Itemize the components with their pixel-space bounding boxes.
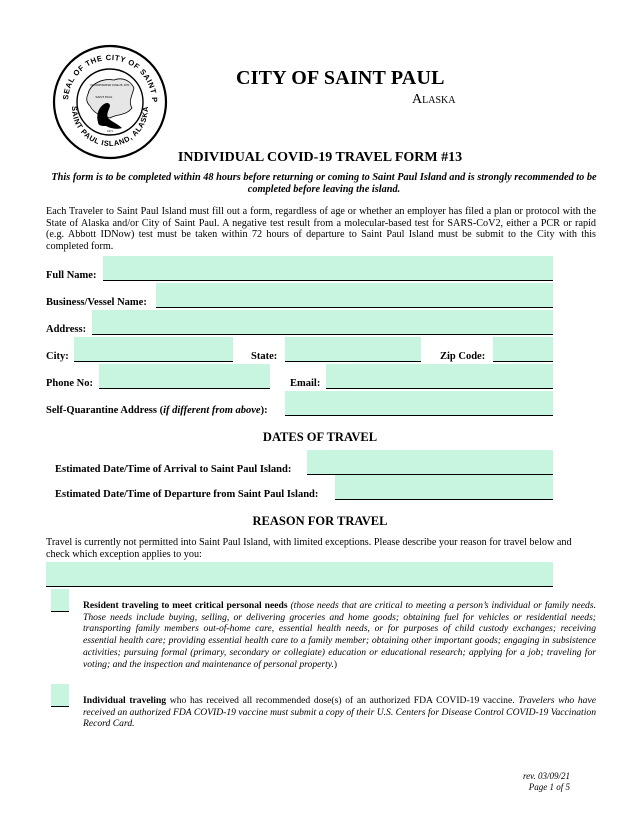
zip-input[interactable] bbox=[493, 337, 553, 362]
revision-date: rev. 03/09/21 bbox=[523, 771, 570, 781]
arrival-label: Estimated Date/Time of Arrival to Saint Paul Island: bbox=[55, 464, 292, 475]
vaccinated-option-text: Individual traveling who has received all recommended dose(s) of an authorized FDA COVID-19 vaccine. Travelers who have received an authorized FDA COVID-19 vaccine must submit a copy of their U.S. Centers for Disease Control COVID-19 Vaccination Record Card. bbox=[83, 695, 596, 730]
phone-input[interactable] bbox=[99, 364, 270, 389]
city-input[interactable] bbox=[74, 337, 233, 362]
phone-label: Phone No: bbox=[46, 378, 93, 389]
seal-inner-mid: SAINT PAUL bbox=[95, 95, 113, 99]
city-seal bbox=[52, 44, 168, 160]
resident-option-text: Resident traveling to meet critical personal needs (those needs that are critical to meeting a person’s individual or family needs. Those needs include buying, selling, or delivering groceries and home goods; obtaining fuel for vehicles or residential needs; transporting family members out-of-home care, essential health needs, or for purposes of child custody exchanges; receiving essential health care; providing essential health care to a family member; obtaining other important goods; engaging in subsistence activities; pursuing formal (primary, secondary or collegiate) education or educational research; applying for a job; traveling for voting; and the inspection and maintenance of personal property.) bbox=[83, 600, 596, 670]
reason-heading: REASON FOR TRAVEL bbox=[252, 514, 388, 528]
resident-checkbox[interactable] bbox=[51, 589, 69, 612]
seal-text-bottom: SAINT PAUL ISLAND, ALASKA bbox=[69, 105, 151, 149]
departure-input[interactable] bbox=[335, 475, 553, 500]
business-input[interactable] bbox=[156, 283, 553, 308]
seal-inner-top: INCORPORATED JUNE 28, 1971 bbox=[90, 84, 130, 87]
full-name-input[interactable] bbox=[103, 256, 553, 281]
state-name: Alaska bbox=[412, 92, 456, 107]
address-input[interactable] bbox=[92, 310, 553, 335]
reason-input[interactable] bbox=[46, 562, 553, 587]
seal-inner-year: 1971 bbox=[107, 130, 113, 133]
address-label: Address: bbox=[46, 324, 87, 335]
state-input[interactable] bbox=[285, 337, 421, 362]
seal-text-top: SEAL OF THE CITY OF SAINT P bbox=[60, 52, 160, 103]
form-title: INDIVIDUAL COVID-19 TRAVEL FORM #13 bbox=[177, 150, 463, 165]
departure-label: Estimated Date/Time of Departure from Saint Paul Island: bbox=[55, 489, 319, 500]
form-paragraph: Each Traveler to Saint Paul Island must fill out a form, regardless of age or whether an employer has filed a plan or protocol with the State of Alaska and/or City of Saint Paul. A negative test result from a molecular-based test for SARS-CoV2, either a PCR or rapid (e.g. Abbott IDNow) test must be taken within 72 hours of departure to Saint Paul Island must be submit to the City with this completed form. bbox=[46, 206, 596, 252]
arrival-input[interactable] bbox=[307, 450, 553, 475]
business-label: Business/Vessel Name: bbox=[46, 297, 147, 308]
page-number: Page 1 of 5 bbox=[528, 782, 570, 792]
dates-heading: DATES OF TRAVEL bbox=[262, 430, 378, 444]
full-name-label: Full Name: bbox=[46, 270, 97, 281]
zip-label: Zip Code: bbox=[440, 351, 486, 362]
email-input[interactable] bbox=[326, 364, 553, 389]
city-label: City: bbox=[46, 351, 69, 362]
quarantine-input[interactable] bbox=[285, 391, 553, 416]
vaccinated-checkbox[interactable] bbox=[51, 684, 69, 707]
email-label: Email: bbox=[290, 378, 321, 389]
form-instructions: This form is to be completed within 48 hours before returning or coming to Saint Paul Island and is strongly recommended to be completed before leaving the island. bbox=[51, 172, 597, 195]
reason-paragraph: Travel is currently not permitted into Saint Paul Island, with limited exceptions. Please describe your reason for travel below and check which exception applies to you: bbox=[46, 537, 572, 560]
quarantine-label: Self-Quarantine Address (if different from above): bbox=[46, 405, 268, 416]
state-label: State: bbox=[251, 351, 278, 362]
city-name: CITY OF SAINT PAUL bbox=[236, 67, 445, 89]
